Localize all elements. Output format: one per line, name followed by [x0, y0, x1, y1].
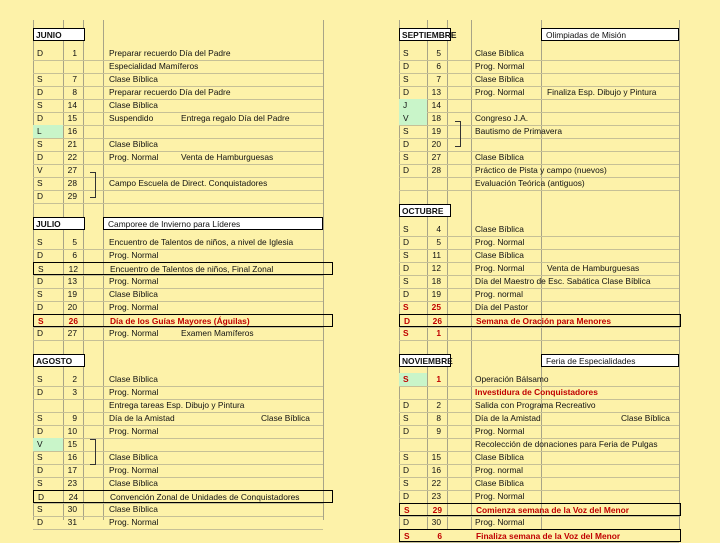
activity-text: Clase Bíblica	[109, 452, 158, 462]
schedule-row	[399, 503, 681, 516]
day-letter: S	[403, 126, 409, 136]
schedule-row	[399, 236, 681, 249]
activity-text: Prog. Normal	[475, 517, 525, 527]
schedule-row	[33, 386, 333, 399]
schedule-row	[33, 327, 333, 340]
activity-text: Clase Bíblica	[109, 478, 158, 488]
schedule-row	[399, 464, 681, 477]
activity-text: Día de los Guías Mayores (Águilas)	[110, 316, 250, 326]
day-letter: S	[403, 374, 409, 384]
day-letter: D	[37, 465, 44, 475]
day-letter: S	[403, 413, 409, 423]
month-header-note: Feria de Especialidades	[541, 354, 679, 367]
schedule-row	[399, 373, 681, 386]
day-number: 28	[431, 165, 441, 175]
activity-note: Venta de Hamburguesas	[547, 263, 640, 273]
schedule-row	[399, 314, 681, 327]
day-number: 11	[432, 250, 441, 260]
day-number: 27	[67, 328, 77, 338]
month-header: AGOSTO	[33, 354, 85, 367]
day-letter: D	[37, 152, 44, 162]
schedule-row	[399, 125, 681, 138]
day-number: 25	[431, 302, 441, 312]
activity-text: Investidura de Conquistadores	[475, 387, 598, 397]
day-letter: D	[403, 426, 410, 436]
activity-text: Prog. Normal	[109, 387, 159, 397]
activity-note: Venta de Hamburguesas	[181, 152, 274, 162]
schedule-row	[399, 327, 681, 340]
schedule-row	[33, 164, 333, 177]
day-number: 4	[436, 224, 441, 234]
grid-line	[33, 340, 323, 341]
day-letter: S	[38, 264, 44, 274]
schedule-row	[399, 47, 681, 60]
schedule-row	[399, 477, 681, 490]
day-letter: D	[403, 465, 410, 475]
activity-text: Clase Bíblica	[475, 74, 524, 84]
day-letter: S	[37, 374, 43, 384]
day-letter: S	[37, 237, 43, 247]
schedule-row	[399, 249, 681, 262]
schedule-row	[33, 262, 333, 275]
schedule-row	[33, 86, 333, 99]
month-header: JUNIO	[33, 28, 85, 41]
day-letter: S	[37, 452, 43, 462]
day-letter: S	[404, 531, 410, 541]
group-bracket	[90, 439, 96, 465]
day-number: 20	[431, 139, 441, 149]
activity-text: Suspendido	[109, 113, 154, 123]
day-letter: S	[37, 413, 43, 423]
day-letter: S	[403, 152, 409, 162]
activity-text: Prog. normal	[475, 465, 523, 475]
grid-line	[399, 190, 679, 191]
schedule-row	[399, 60, 681, 73]
activity-text: Encuentro de Talentos de niños, Final Zonal	[110, 264, 274, 274]
schedule-row	[399, 262, 681, 275]
day-letter: S	[404, 505, 410, 515]
day-letter: D	[403, 165, 410, 175]
activity-text: Prog. Normal	[109, 517, 159, 527]
activity-text: Clase Bíblica	[475, 48, 524, 58]
day-letter: S	[37, 504, 43, 514]
day-number: 14	[431, 100, 441, 110]
day-number: 27	[67, 165, 77, 175]
day-number: 3	[72, 387, 77, 397]
schedule-row	[399, 529, 681, 542]
schedule-row	[399, 138, 681, 151]
activity-text: Comienza semana de la Voz del Menor	[476, 505, 629, 515]
day-number: 5	[436, 237, 441, 247]
activity-text: Campo Escuela de Direct. Conquistadores	[109, 178, 268, 188]
schedule-row	[33, 373, 333, 386]
day-letter: S	[403, 250, 409, 260]
schedule-row	[399, 86, 681, 99]
day-number: 29	[432, 505, 442, 515]
activity-text: Prog. normal	[475, 289, 523, 299]
activity-text: Clase Bíblica	[475, 224, 524, 234]
day-number: 5	[436, 48, 441, 58]
day-number: 7	[436, 74, 441, 84]
month-header: SEPTIEMBRE	[399, 28, 451, 41]
activity-text: Día de la Amistad	[109, 413, 175, 423]
day-number: 26	[432, 316, 442, 326]
day-letter: D	[403, 491, 410, 501]
activity-text: Salida con Programa Recreativo	[475, 400, 596, 410]
activity-text: Congreso J.A.	[475, 113, 529, 123]
day-letter: D	[403, 139, 410, 149]
month-header-note: Camporee de Invierno para Líderes	[103, 217, 323, 230]
activity-text: Clase Bíblica	[475, 152, 524, 162]
day-number: 22	[67, 152, 77, 162]
activity-note: Finaliza Esp. Dibujo y Pintura	[547, 87, 657, 97]
day-number: 20	[67, 302, 77, 312]
day-letter: D	[37, 113, 44, 123]
activity-text: Práctico de Pista y campo (nuevos)	[475, 165, 607, 175]
grid-line	[33, 529, 323, 530]
activity-text: Entrega tareas Esp. Dibujo y Pintura	[109, 400, 245, 410]
schedule-row	[33, 138, 333, 151]
activity-text: Clase Bíblica	[475, 478, 524, 488]
day-letter: S	[37, 139, 43, 149]
month-header: NOVIEMBRE	[399, 354, 451, 367]
day-letter: V	[37, 165, 43, 175]
day-number: 6	[436, 61, 441, 71]
activity-text: Día del Maestro de Esc. Sabática Clase Bíblica	[475, 276, 651, 286]
activity-text: Prog. Normal	[475, 263, 525, 273]
activity-text: Día del Pastor	[475, 302, 529, 312]
day-letter: S	[37, 178, 43, 188]
activity-text: Prog. Normal	[475, 426, 525, 436]
activity-text: Clase Bíblica	[109, 74, 158, 84]
day-letter: D	[404, 316, 411, 326]
activity-text: Prog. Normal	[475, 237, 525, 247]
activity-text: Prog. Normal	[109, 302, 159, 312]
schedule-row	[33, 275, 333, 288]
schedule-row	[399, 275, 681, 288]
day-number: 9	[72, 413, 77, 423]
day-letter: S	[37, 289, 43, 299]
activity-text: Prog. Normal	[109, 276, 159, 286]
day-letter: D	[403, 289, 410, 299]
activity-text: Prog. Normal	[109, 152, 159, 162]
schedule-row	[33, 60, 333, 73]
schedule-row	[399, 177, 681, 190]
day-number: 22	[431, 478, 441, 488]
schedule-row	[399, 112, 681, 125]
day-letter: S	[403, 48, 409, 58]
activity-text: Clase Bíblica	[109, 504, 158, 514]
day-letter: D	[37, 328, 44, 338]
day-letter: S	[403, 328, 409, 338]
group-bracket	[90, 172, 96, 198]
activity-text: Clase Bíblica	[109, 374, 158, 384]
day-number: 7	[72, 74, 77, 84]
day-letter: S	[403, 302, 409, 312]
activity-note: Entrega regalo Día del Padre	[181, 113, 290, 123]
day-letter: S	[37, 478, 43, 488]
day-letter: D	[37, 302, 44, 312]
day-number: 6	[72, 250, 77, 260]
day-letter: D	[37, 276, 44, 286]
day-number: 2	[436, 400, 441, 410]
day-number: 23	[431, 491, 441, 501]
activity-text: Prog. Normal	[109, 250, 159, 260]
day-letter: S	[37, 74, 43, 84]
day-letter: S	[403, 452, 409, 462]
day-number: 31	[67, 517, 77, 527]
day-letter: D	[37, 387, 44, 397]
schedule-row	[33, 125, 333, 138]
schedule-row	[399, 399, 681, 412]
day-number: 18	[431, 113, 441, 123]
day-letter: V	[37, 439, 43, 449]
schedule-row	[399, 412, 681, 425]
day-letter: D	[403, 263, 410, 273]
schedule-row	[33, 490, 333, 503]
day-letter: V	[403, 113, 409, 123]
day-number: 27	[431, 152, 441, 162]
day-number: 8	[72, 87, 77, 97]
day-letter: D	[403, 517, 410, 527]
schedule-row	[399, 99, 681, 112]
schedule-row	[33, 399, 333, 412]
day-number: 30	[67, 504, 77, 514]
schedule-row	[33, 236, 333, 249]
day-number: 19	[431, 126, 441, 136]
activity-text: Día de la Amistad	[475, 413, 541, 423]
activity-text: Convención Zonal de Unidades de Conquistadores	[110, 492, 300, 502]
schedule-row	[33, 47, 333, 60]
activity-text: Clase Bíblica	[475, 452, 524, 462]
activity-text: Prog. Normal	[109, 465, 159, 475]
month-header-note: Olimpiadas de Misión	[541, 28, 679, 41]
day-number: 19	[431, 289, 441, 299]
schedule-row	[399, 73, 681, 86]
day-letter: S	[403, 74, 409, 84]
day-number: 15	[67, 113, 77, 123]
day-number: 16	[67, 126, 77, 136]
schedule-row	[399, 516, 681, 529]
group-bracket	[455, 121, 461, 147]
day-letter: D	[37, 250, 44, 260]
day-letter: D	[403, 400, 410, 410]
grid-line	[33, 203, 323, 204]
day-number: 6	[437, 531, 442, 541]
day-number: 21	[67, 139, 77, 149]
schedule-row	[399, 151, 681, 164]
day-letter: D	[403, 237, 410, 247]
day-number: 12	[431, 263, 441, 273]
day-letter: S	[37, 100, 43, 110]
day-letter: D	[37, 87, 44, 97]
activity-text: Finaliza semana de la Voz del Menor	[476, 531, 621, 541]
schedule-row	[33, 314, 333, 327]
day-letter: S	[403, 224, 409, 234]
schedule-row	[33, 177, 333, 190]
day-number: 5	[72, 237, 77, 247]
day-letter: D	[37, 426, 44, 436]
schedule-row	[399, 490, 681, 503]
schedule-row	[399, 164, 681, 177]
activity-text: Especialidad Mamíferos	[109, 61, 199, 71]
day-letter: L	[37, 126, 42, 136]
day-number: 15	[431, 452, 441, 462]
day-number: 8	[436, 413, 441, 423]
day-letter: S	[403, 276, 409, 286]
activity-text: Preparar recuerdo Día del Padre	[109, 87, 231, 97]
activity-text: Encuentro de Talentos de niños, a nivel de Iglesia	[109, 237, 294, 247]
schedule-row	[33, 112, 333, 125]
schedule-row	[33, 503, 333, 516]
day-number: 17	[67, 465, 77, 475]
activity-text: Prog. Normal	[109, 426, 159, 436]
schedule-row	[33, 412, 333, 425]
schedule-row	[33, 99, 333, 112]
day-number: 14	[67, 100, 77, 110]
activity-text: Clase Bíblica	[109, 289, 158, 299]
grid-line	[399, 340, 679, 341]
activity-text: Clase Bíblica	[475, 250, 524, 260]
activity-text: Prog. Normal	[109, 328, 159, 338]
day-letter: S	[403, 478, 409, 488]
day-number: 2	[72, 374, 77, 384]
schedule-row	[33, 477, 333, 490]
activity-text: Clase Bíblica	[109, 100, 158, 110]
activity-text: Preparar recuerdo Día del Padre	[109, 48, 231, 58]
schedule-row	[33, 151, 333, 164]
activity-note: Clase Bíblica	[621, 413, 670, 423]
activity-text: Semana de Oración para Menores	[476, 316, 611, 326]
schedule-row	[33, 464, 333, 477]
day-number: 1	[436, 328, 441, 338]
schedule-row	[33, 516, 333, 529]
day-number: 12	[68, 264, 78, 274]
day-number: 28	[67, 178, 77, 188]
day-number: 18	[431, 276, 441, 286]
day-number: 16	[431, 465, 441, 475]
activity-text: Prog. Normal	[475, 87, 525, 97]
schedule-row	[33, 425, 333, 438]
day-letter: D	[37, 191, 44, 201]
schedule-row	[399, 301, 681, 314]
day-number: 13	[67, 276, 77, 286]
month-header: OCTUBRE	[399, 204, 451, 217]
schedule-row	[33, 438, 333, 451]
schedule-row	[33, 190, 333, 203]
schedule-row	[33, 301, 333, 314]
activity-text: Clase Bíblica	[109, 139, 158, 149]
day-number: 13	[431, 87, 441, 97]
schedule-row	[33, 451, 333, 464]
activity-text: Bautismo de Primavera	[475, 126, 563, 136]
schedule-row	[33, 288, 333, 301]
day-letter: S	[38, 316, 44, 326]
activity-text: Prog. Normal	[475, 491, 525, 501]
day-number: 23	[67, 478, 77, 488]
day-letter: D	[403, 87, 410, 97]
day-number: 30	[431, 517, 441, 527]
activity-text: Recolección de donaciones para Feria de Pulgas	[475, 439, 658, 449]
schedule-row	[399, 451, 681, 464]
day-number: 19	[67, 289, 77, 299]
activity-text: Operación Bálsamo	[475, 374, 549, 384]
schedule-row	[399, 386, 681, 399]
day-letter: J	[403, 100, 408, 110]
day-letter: D	[37, 48, 44, 58]
activity-note: Examen Mamíferos	[181, 328, 254, 338]
activity-text: Prog. Normal	[475, 61, 525, 71]
day-letter: D	[37, 517, 44, 527]
schedule-row	[399, 425, 681, 438]
day-number: 24	[68, 492, 78, 502]
day-number: 15	[67, 439, 77, 449]
day-number: 1	[72, 48, 77, 58]
month-header: JULIO	[33, 217, 85, 230]
day-letter: D	[403, 61, 410, 71]
day-number: 10	[67, 426, 77, 436]
activity-text: Evaluación Teórica (antiguos)	[475, 178, 585, 188]
day-number: 26	[68, 316, 78, 326]
schedule-row	[33, 249, 333, 262]
activity-note: Clase Bíblica	[261, 413, 310, 423]
schedule-row	[399, 288, 681, 301]
schedule-row	[399, 223, 681, 236]
day-number: 16	[67, 452, 77, 462]
schedule-row	[399, 438, 681, 451]
day-number: 1	[436, 374, 441, 384]
schedule-row	[33, 73, 333, 86]
day-number: 29	[67, 191, 77, 201]
day-letter: D	[38, 492, 45, 502]
day-number: 9	[436, 426, 441, 436]
